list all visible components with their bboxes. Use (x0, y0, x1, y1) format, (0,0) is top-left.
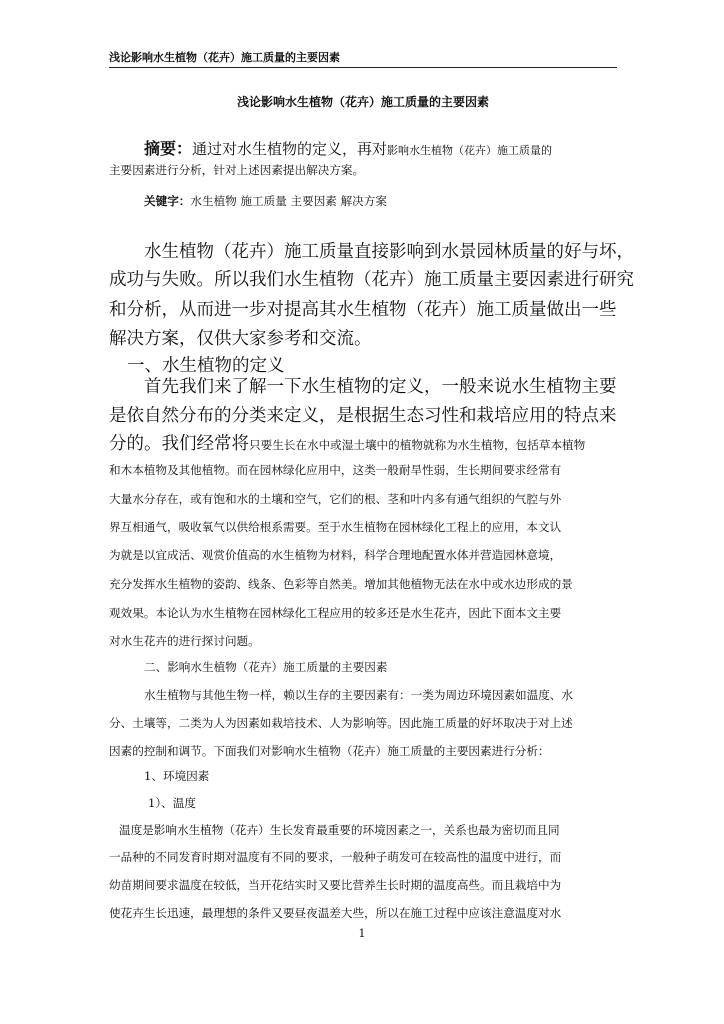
section-2-line-3: 因素的控制和调节。下面我们对影响水生植物（花卉）施工质量的主要因素进行分析： (109, 744, 550, 758)
keywords-text: 水生植物 施工质量 主要因素 解决方案 (190, 194, 387, 208)
abstract-label: 摘要： (144, 139, 193, 158)
subsection-environment-heading: 1、环境因素 (144, 769, 210, 783)
page-number: 1 (358, 927, 366, 940)
section-1-line-6: 界互相通气，吸收氧气以供给根系需要。至于水生植物在园林绿化工程上的应用，本文认 (109, 520, 562, 534)
intro-line-1: 水生植物（花卉）施工质量直接影响到水景园林质量的好与坏， (144, 242, 634, 262)
section-2-line-2: 分、土壤等，二类为人为因素如栽培技术、人为影响等。因此施工质量的好坏取决于对上述 (109, 716, 573, 730)
section-2-line-1: 水生植物与其他生物一样，赖以生存的主要因素有：一类为周边环境因素如温度、水 (144, 688, 573, 702)
section-1-heading: 一、水生植物的定义 (127, 356, 285, 376)
running-header: 浅论影响水生植物（花卉）施工质量的主要因素 (109, 51, 340, 64)
abstract-text-small: 影响水生植物（花卉）施工质量的 (387, 144, 553, 157)
section-2-line-6: 幼苗期间要求温度在较低，当开花结实时又要比营养生长时期的温度高些。而且栽培中为 (109, 878, 562, 892)
section-1-line-10: 对水生花卉的进行探讨问题。 (109, 634, 260, 648)
document-title: 浅论影响水生植物（花卉）施工质量的主要因素 (236, 95, 489, 109)
section-2-line-4: 温度是影响水生植物（花卉）生长发育最重要的环境因素之一，关系也最为密切而且同 (119, 823, 560, 837)
subsection-temperature-heading: 1）、温度 (148, 796, 196, 810)
section-1-line-2: 是依自然分布的分类来定义，是根据生态习性和栽培应用的特点来 (109, 406, 617, 426)
header-divider (109, 67, 617, 68)
section-1-line-7: 为就是以宜成活、观赏价值高的水生植物为材料，科学合理地配置水体并营造园林意境， (109, 548, 562, 562)
section-1-line-1: 首先我们来了解一下水生植物的定义，一般来说水生植物主要 (144, 377, 617, 397)
section-1-line-5: 大量水分存在，或有饱和水的土壤和空气，它们的根、茎和叶内多有通气组织的气腔与外 (109, 492, 562, 506)
section-1-line-3 (109, 432, 585, 457)
keywords-line (144, 191, 387, 211)
section-1-line-3-large: 分的。我们经常将 (109, 434, 249, 454)
intro-line-3: 和分析，从而进一步对提高其水生植物（花卉）施工质量做出一些 (109, 300, 617, 320)
section-1-line-9: 观效果。本论认为水生植物在园林绿化工程应用的较多还是水生花卉，因此下面本文主要 (109, 606, 562, 620)
section-1-line-4: 和木本植物及其他植物。而在园林绿化应用中，这类一般耐旱性弱，生长期间要求经常有 (109, 463, 562, 477)
keywords-label: 关键字： (144, 194, 191, 208)
intro-line-2: 成功与失败。所以我们水生植物（花卉）施工质量主要因素进行研究 (109, 270, 634, 290)
section-1-line-3-small: 只要生长在水中或湿土壤中的植物就称为水生植物，包括草本植物 (249, 438, 586, 452)
abstract-line-2: 主要因素进行分析，针对上述因素提出解决方案。 (109, 163, 365, 177)
section-2-line-7: 使花卉生长迅速，最理想的条件又要昼夜温差大些，所以在施工过程中应该注意温度对水 (109, 906, 562, 920)
section-1-line-8: 充分发挥水生植物的姿韵、线条、色彩等自然美。增加其他植物无法在水中或水边形成的景 (109, 577, 573, 591)
section-2-line-5: 一品种的不同发育时期对温度有不同的要求，一般种子萌发可在较高性的温度中进行，而 (109, 850, 562, 864)
abstract-text-large: 通过对水生植物的定义，再对 (192, 140, 388, 158)
intro-line-4: 解决方案，仅供大家参考和交流。 (109, 329, 372, 349)
section-2-heading: 二、影响水生植物（花卉）施工质量的主要因素 (144, 660, 388, 674)
